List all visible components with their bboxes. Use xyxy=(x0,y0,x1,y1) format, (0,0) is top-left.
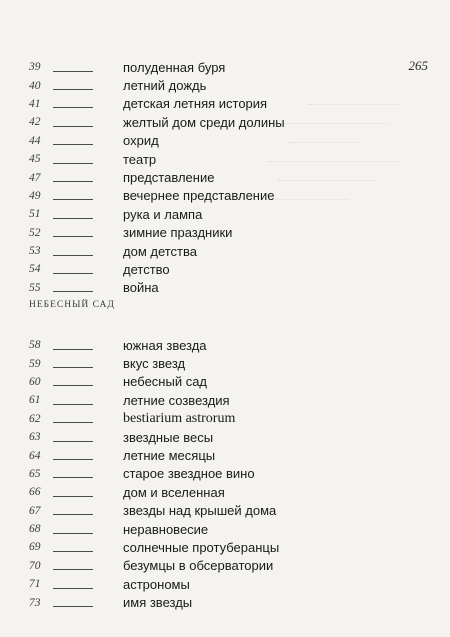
toc-title: звезды над крышей дома xyxy=(123,503,277,519)
toc-entry[interactable] xyxy=(29,76,285,94)
toc-title: летние созвездия xyxy=(123,392,230,408)
toc-rule xyxy=(53,404,93,405)
toc-title: полуденная буря xyxy=(123,59,226,75)
toc-title: театр xyxy=(123,151,157,167)
toc-list-section-one xyxy=(29,58,285,297)
toc-title: дом и вселенная xyxy=(123,484,225,500)
toc-page-number: 52 xyxy=(29,226,41,239)
toc-rule xyxy=(53,477,93,478)
toc-entry[interactable] xyxy=(29,58,285,76)
toc-title: имя звезды xyxy=(123,595,193,611)
toc-page-number: 64 xyxy=(29,449,41,462)
toc-title: вкус звезд xyxy=(123,356,186,372)
toc-entry[interactable] xyxy=(29,593,279,611)
toc-rule xyxy=(53,367,93,368)
toc-page-number: 40 xyxy=(29,79,41,92)
toc-rule xyxy=(53,273,93,274)
toc-title: звездные весы xyxy=(123,429,214,445)
toc-title: дом детства xyxy=(123,243,198,259)
toc-page-number: 54 xyxy=(29,263,41,276)
toc-rule xyxy=(53,255,93,256)
toc-entry[interactable] xyxy=(29,113,285,131)
toc-page-number: 44 xyxy=(29,134,41,147)
toc-page-number: 70 xyxy=(29,559,41,572)
toc-rule xyxy=(53,71,93,72)
toc-rule xyxy=(53,163,93,164)
toc-entry[interactable] xyxy=(29,502,279,520)
toc-title: астрономы xyxy=(123,576,190,592)
toc-rule xyxy=(53,107,93,108)
toc-rule xyxy=(53,126,93,127)
toc-title: небесный сад xyxy=(123,374,208,390)
toc-list-section-two xyxy=(29,336,279,612)
toc-rule xyxy=(53,422,93,423)
toc-title: летний дождь xyxy=(123,78,207,94)
toc-title: неравновесие xyxy=(123,521,209,537)
toc-entry[interactable] xyxy=(29,391,279,409)
toc-rule xyxy=(53,569,93,570)
toc-title: желтый дом среди долины xyxy=(123,114,285,130)
toc-entry[interactable] xyxy=(29,557,279,575)
toc-page-number: 66 xyxy=(29,486,41,499)
toc-rule xyxy=(53,349,93,350)
toc-title: рука и лампа xyxy=(123,206,203,222)
toc-entry[interactable] xyxy=(29,242,285,260)
toc-entry[interactable] xyxy=(29,538,279,556)
toc-entry[interactable] xyxy=(29,465,279,483)
toc-page-number: 69 xyxy=(29,541,41,554)
toc-page-number: 45 xyxy=(29,153,41,166)
toc-page-number: 42 xyxy=(29,116,41,129)
toc-rule xyxy=(53,514,93,515)
toc-title: детская летняя история xyxy=(123,96,268,112)
toc-rule xyxy=(53,385,93,386)
toc-rule xyxy=(53,144,93,145)
toc-title: детство xyxy=(123,261,170,277)
toc-page-number: 63 xyxy=(29,431,41,444)
toc-entry[interactable] xyxy=(29,575,279,593)
bleed-through-texture xyxy=(268,86,433,200)
toc-page-number: 65 xyxy=(29,467,41,480)
toc-page-number: 71 xyxy=(29,578,41,591)
toc-page-number: 58 xyxy=(29,339,41,352)
toc-entry[interactable] xyxy=(29,428,279,446)
toc-page-number: 62 xyxy=(29,412,41,425)
toc-entry[interactable] xyxy=(29,336,279,354)
toc-rule xyxy=(53,459,93,460)
toc-entry[interactable] xyxy=(29,187,285,205)
toc-entry[interactable] xyxy=(29,354,279,372)
toc-page-number: 67 xyxy=(29,504,41,517)
toc-title: вечернее представление xyxy=(123,188,275,204)
toc-rule xyxy=(53,551,93,552)
section-heading: НЕБЕСНЫЙ САД xyxy=(29,300,115,310)
toc-entry[interactable] xyxy=(29,205,285,223)
toc-rule xyxy=(53,606,93,607)
toc-rule xyxy=(53,291,93,292)
toc-title: bestiarium astrorum xyxy=(123,410,236,426)
toc-page-number: 53 xyxy=(29,245,41,258)
toc-rule xyxy=(53,236,93,237)
toc-rule xyxy=(53,199,93,200)
toc-entry[interactable] xyxy=(29,410,279,428)
toc-entry[interactable] xyxy=(29,446,279,464)
toc-entry[interactable] xyxy=(29,279,285,297)
toc-rule xyxy=(53,181,93,182)
toc-page-number: 55 xyxy=(29,281,41,294)
toc-title: зимние праздники xyxy=(123,225,233,241)
toc-title: безумцы в обсерватории xyxy=(123,558,274,574)
toc-page-number: 61 xyxy=(29,394,41,407)
toc-rule xyxy=(53,441,93,442)
toc-entry[interactable] xyxy=(29,224,285,242)
toc-title: представление xyxy=(123,170,215,186)
toc-entry[interactable] xyxy=(29,168,285,186)
toc-entry[interactable] xyxy=(29,95,285,113)
toc-title: война xyxy=(123,280,159,296)
toc-title: старое звездное вино xyxy=(123,466,255,482)
toc-title: южная звезда xyxy=(123,337,207,353)
toc-page-number: 59 xyxy=(29,357,41,370)
toc-title: солнечные протуберанцы xyxy=(123,539,280,555)
toc-page-number: 60 xyxy=(29,375,41,388)
toc-rule xyxy=(53,218,93,219)
toc-entry[interactable] xyxy=(29,260,285,278)
toc-entry[interactable] xyxy=(29,520,279,538)
toc-page-number: 73 xyxy=(29,596,41,609)
toc-page-number: 68 xyxy=(29,523,41,536)
toc-entry[interactable] xyxy=(29,483,279,501)
toc-rule xyxy=(53,89,93,90)
toc-entry[interactable] xyxy=(29,150,285,168)
toc-entry[interactable] xyxy=(29,373,279,391)
toc-title: охрид xyxy=(123,133,159,149)
toc-page-number: 41 xyxy=(29,97,41,110)
toc-rule xyxy=(53,496,93,497)
toc-entry[interactable] xyxy=(29,132,285,150)
toc-rule xyxy=(53,588,93,589)
toc-page-number: 51 xyxy=(29,208,41,221)
toc-page-number: 47 xyxy=(29,171,41,184)
toc-page-number: 39 xyxy=(29,61,41,74)
page-number: 265 xyxy=(408,58,428,73)
toc-title: летние месяцы xyxy=(123,448,216,464)
toc-page-number: 49 xyxy=(29,189,41,202)
toc-rule xyxy=(53,533,93,534)
